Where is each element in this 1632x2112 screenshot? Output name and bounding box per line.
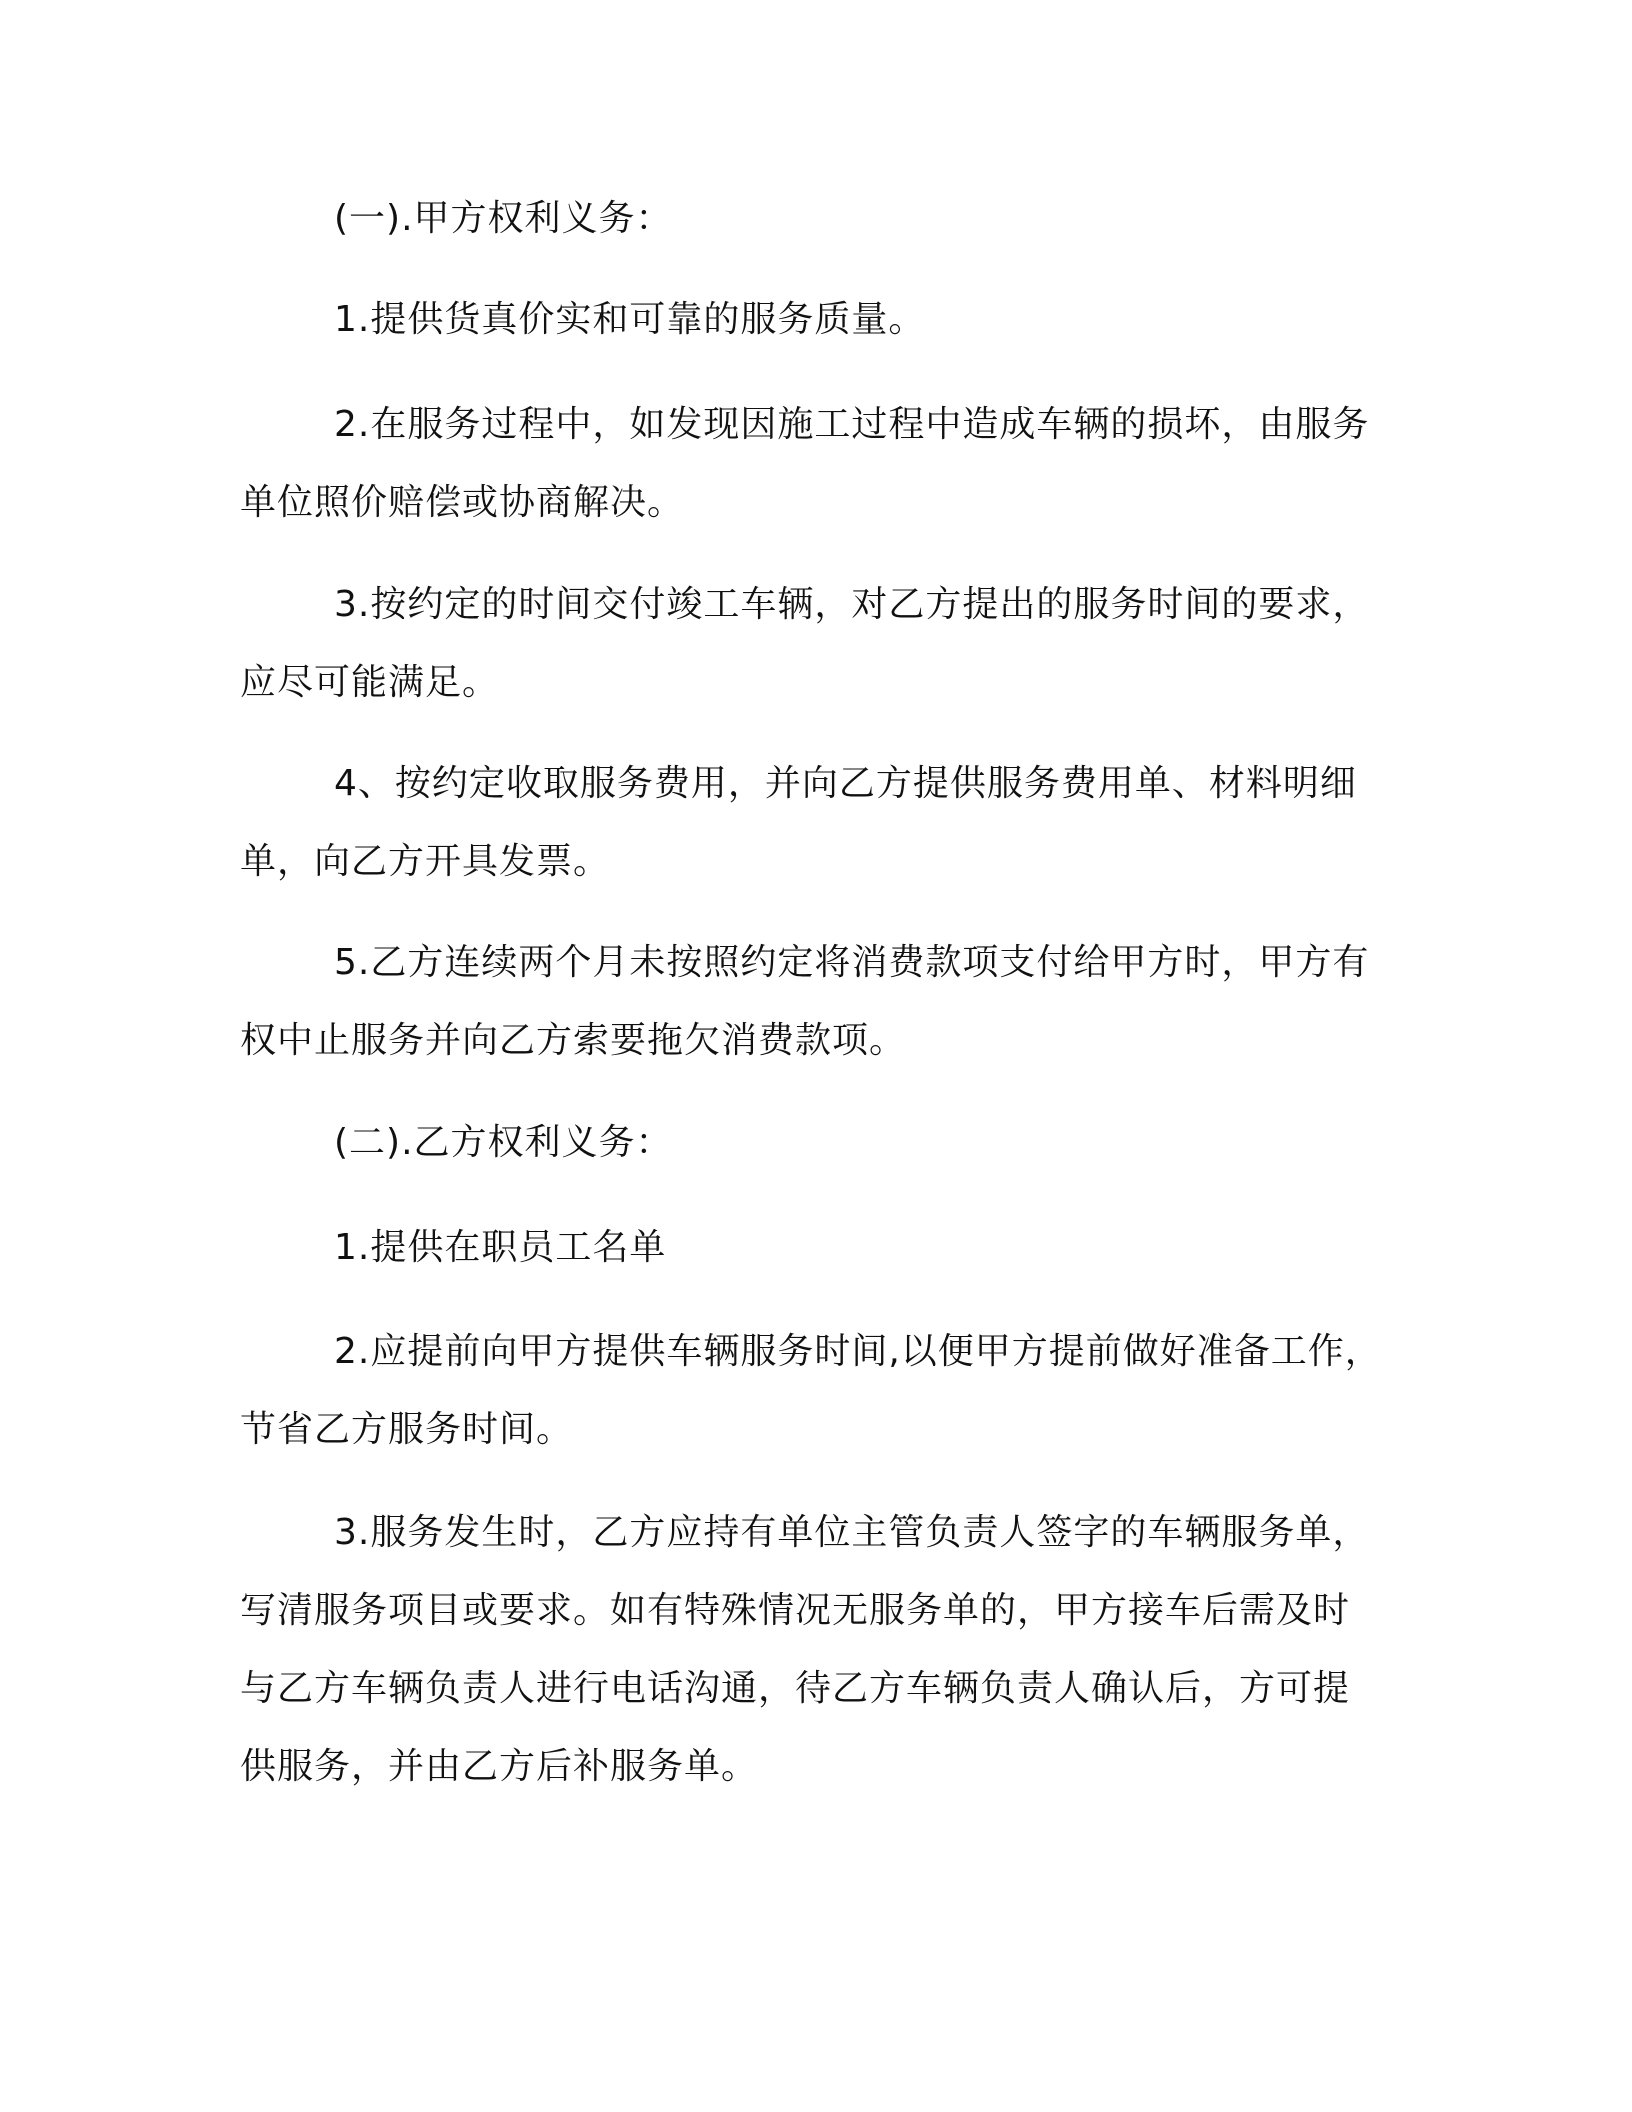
section-a-item-2: 2.在服务过程中，如发现因施工过程中造成车辆的损坏，由服务 单位照价赔偿或协商解决。: [240, 404, 1370, 523]
section-b-item-1: 1.提供在职员工名单: [334, 1227, 667, 1268]
section-b-heading: (二).乙方权利义务：: [334, 1122, 673, 1163]
section-a-item-4: 4、按约定收取服务费用，并向乙方提供服务费用单、材料明细 单，向乙方开具发票。: [240, 763, 1357, 882]
section-a-item-1: 1.提供货真价实和可靠的服务质量。: [334, 299, 926, 340]
section-a-item-3: 3.按约定的时间交付竣工车辆，对乙方提出的服务时间的要求， 应尽可能满足。: [240, 584, 1370, 703]
section-b-item-3: 3.服务发生时，乙方应持有单位主管负责人签字的车辆服务单， 写清服务项目或要求。如有特殊情况无服务单的，甲方接车后需及时 与乙方车辆负责人进行电话沟通，待乙方车辆负责人确认后，方可提 供服务，并由乙方后补服务单。: [240, 1512, 1370, 1787]
section-a-item-5: 5.乙方连续两个月未按照约定将消费款项支付给甲方时，甲方有 权中止服务并向乙方索要拖欠消费款项。: [240, 942, 1370, 1061]
section-a-heading: (一).甲方权利义务：: [334, 198, 673, 239]
section-b-item-2: 2.应提前向甲方提供车辆服务时间,以便甲方提前做好准备工作， 节省乙方服务时间。: [240, 1331, 1382, 1450]
